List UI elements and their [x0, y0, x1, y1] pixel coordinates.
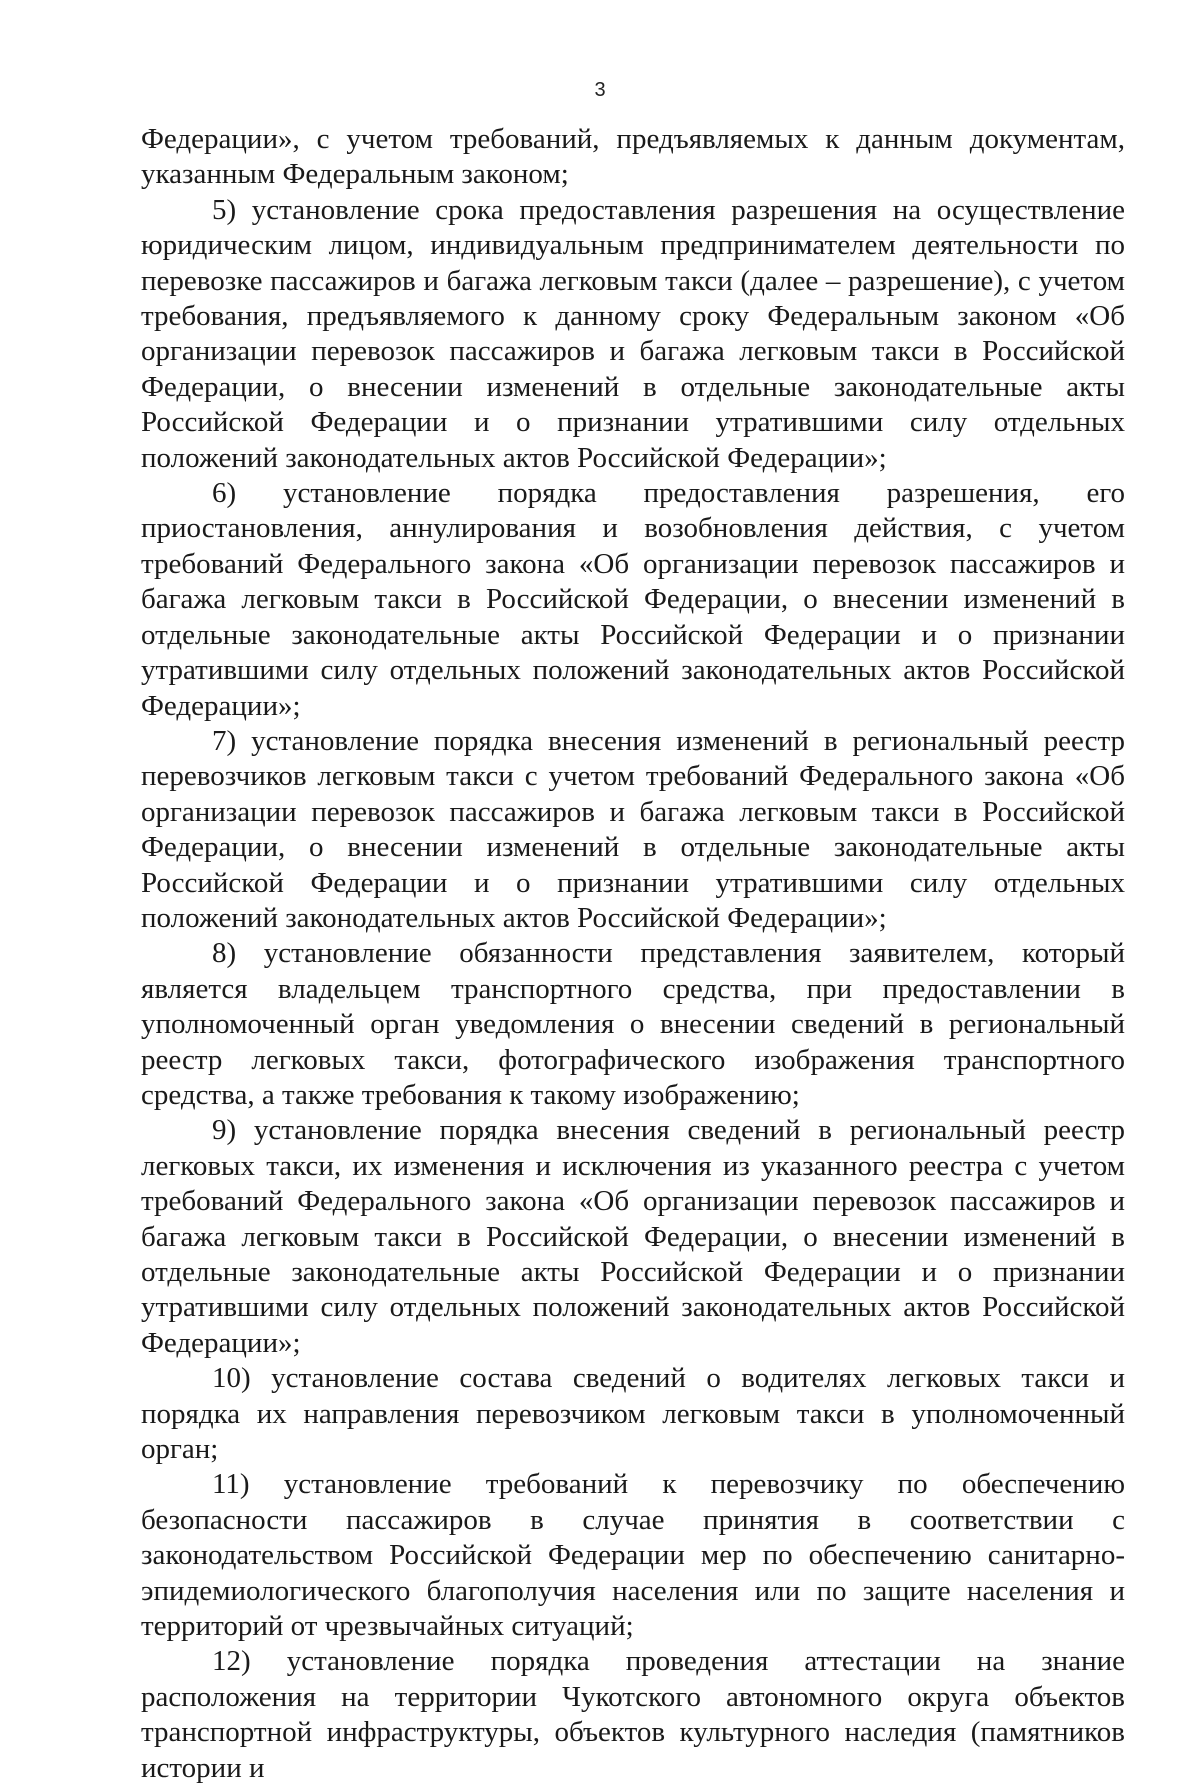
page-number: 3	[594, 79, 606, 101]
paragraph-item-7: 7) установление порядка внесения изменений в региональный реестр перевозчиков легковым такси с учетом требований Федерального закона «Об организации перевозок пассажиров и багажа легковым такси в Российской Федерации, о внесении изменений в отдельные законодательные акты Российской Федерации и о признании утратившими силу отдельных положений законодательных актов Российской Федерации»;	[141, 724, 1125, 934]
paragraph-item-5: 5) установление срока предоставления разрешения на осуществление юридическим лицом, индивидуальным предпринимателем деятельности по перевозке пассажиров и багажа легковым такси (далее – разрешение), с учетом требования, предъявляемого к данному сроку Федеральным законом «Об организации перевозок пассажиров и багажа легковым такси в Российской Федерации, о внесении изменений в отдельные законодательные акты Российской Федерации и о признании утратившими силу отдельных положений законодательных актов Российской Федерации»;	[141, 193, 1125, 474]
paragraph-item-11: 11) установление требований к перевозчику по обеспечению безопасности пассажиров в случае принятия в соответствии с законодательством Российской Федерации мер по обеспечению санитарно-эпидемиологического благополучия населения или по защите населения и территорий от чрезвычайных ситуаций;	[141, 1468, 1125, 1643]
paragraph-item-9: 9) установление порядка внесения сведений в региональный реестр легковых такси, их изменения и исключения из указанного реестра с учетом требований Федерального закона «Об организации перевозок пассажиров и багажа легковым такси в Российской Федерации, о внесении изменений в отдельные законодательные акты Российской Федерации и о признании утратившими силу отдельных положений законодательных актов Российской Федерации»;	[141, 1114, 1125, 1359]
paragraph-item-10: 10) установление состава сведений о водителях легковых такси и порядка их направления перевозчиком легковым такси в уполномоченный орган;	[141, 1362, 1125, 1466]
paragraph-item-12: 12) установление порядка проведения аттестации на знание расположения на территории Чукотского автономного округа объектов транспортной инфраструктуры, объектов культурного наследия (памятников истории и	[141, 1645, 1125, 1784]
document-body	[141, 122, 1125, 1786]
paragraph-continuation: Федерации», с учетом требований, предъявляемых к данным документам, указанным Федеральным законом;	[141, 123, 1125, 191]
paragraph-item-8: 8) установление обязанности представления заявителем, который является владельцем транспортного средства, при предоставлении в уполномоченный орган уведомления о внесении сведений в региональный реестр легковых такси, фотографического изображения транспортного средства, а также требования к такому изображению;	[141, 937, 1125, 1111]
paragraph-item-6: 6) установление порядка предоставления разрешения, его приостановления, аннулирования и возобновления действия, с учетом требований Федерального закона «Об организации перевозок пассажиров и багажа легковым такси в Российской Федерации, о внесении изменений в отдельные законодательные акты Российской Федерации и о признании утратившими силу отдельных положений законодательных актов Российской Федерации»;	[141, 477, 1125, 722]
